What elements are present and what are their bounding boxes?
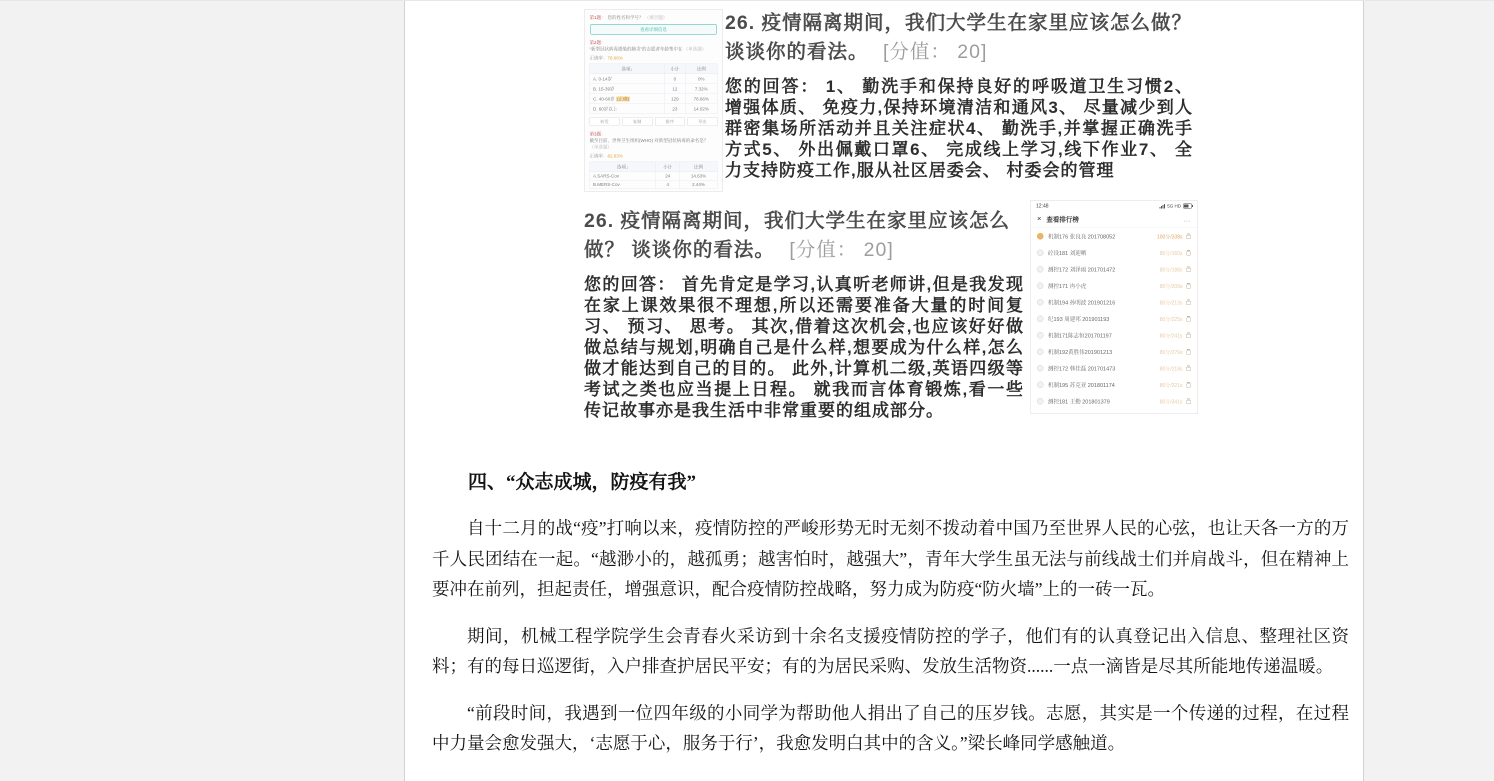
exam-answer-1-image <box>725 9 1193 181</box>
medal-icon <box>1037 250 1044 257</box>
survey-content <box>585 10 722 191</box>
leaderboard-row: 砼设181 刘迎晒 80分/160s <box>1031 245 1197 262</box>
leaderboard-row: 机制171陈志恒201701197 80分/241s <box>1031 327 1197 344</box>
leaderboard-header <box>1031 211 1197 228</box>
col-option: 选项↓ <box>590 64 665 74</box>
q2-rate <box>590 55 718 62</box>
rate-label: 正确率： <box>589 55 608 61</box>
paragraph: 自十二月的战“疫”打响以来，疫情防控的严峻形势无时无刻不拨动着中国乃至世界人民的心弦，也让天各一方的万千人民团结在一起。“越渺小的，越孤勇；越害怕时，越强大”，青年大学生虽无法与前线战士们并肩战斗，但在精神上要冲在前列，担起责任，增强意识，配合疫情防控战略，努力成为防疫“防火墙”上的一砖一瓦。 <box>432 518 1349 599</box>
article-body <box>432 470 1349 775</box>
question-score: [分值： 20] <box>882 41 988 63</box>
document-page <box>404 1 1364 781</box>
q3-label: 第3题： <box>589 131 606 137</box>
table-row: A. 0-14岁 0 0% <box>590 74 718 84</box>
survey-screenshot-image <box>584 9 723 192</box>
leaderboard-row: 测控172 韩佳磊 201701473 80分/218s <box>1031 360 1197 377</box>
table-row: C. 40-60岁 (正确) 129 78.66% <box>590 94 718 104</box>
signal-icon <box>1160 204 1166 209</box>
leaderboard-row: 机制195 苏克亚 201801174 80分/221s <box>1031 377 1197 394</box>
rate-value: 82.93% <box>607 153 623 159</box>
survey-q1 <box>590 14 718 21</box>
medal-icon <box>1037 266 1044 273</box>
leaderboard-title: 查看排行榜 <box>1046 215 1079 223</box>
q3-rate <box>590 153 718 160</box>
leaderboard-row: 机制194 孙明波 201901216 80分/213s <box>1031 294 1197 311</box>
trash-icon <box>1186 349 1191 355</box>
trash-icon <box>1186 234 1191 240</box>
copy-button: 复制 <box>622 117 652 126</box>
medal-icon <box>1037 398 1044 405</box>
survey-action-buttons <box>590 117 718 126</box>
q3-text: 截至目前，世界卫生组织(WHO) 对新型冠状病毒的命名是？ <box>589 138 709 143</box>
trash-icon <box>1186 316 1191 322</box>
trash-icon <box>1186 283 1191 289</box>
col-pct: 比例 <box>685 64 717 74</box>
leaderboard-row: 测控181 王勤 201801379 80分/341s <box>1031 393 1197 410</box>
correct-tag: (正确) <box>617 96 630 102</box>
trash-icon <box>1186 250 1191 256</box>
leaderboard-row: 纪193 周建邦 201901193 80分/225s <box>1031 311 1197 328</box>
phone-status-bar <box>1031 201 1197 211</box>
q3-type: （单选题） <box>589 144 613 150</box>
medal-icon <box>1037 332 1044 339</box>
trash-icon <box>1186 382 1191 388</box>
medal-icon <box>1037 283 1044 290</box>
table-row: D. 60岁以上 23 14.02% <box>590 104 718 114</box>
table-row: A.SARS-Cov 24 14.63% <box>590 172 718 181</box>
survey-q2 <box>590 40 718 53</box>
question-score: [分值： 20] <box>789 239 894 261</box>
table-row: B.MERS-Cov 4 2.44% <box>590 180 718 189</box>
question-text: 26. 疫情隔离期间，我们大学生在家里应该怎么做？ 谈谈你的看法。 [分值： 20] <box>584 210 1011 261</box>
battery-icon <box>1183 204 1192 209</box>
paragraph: “前段时间，我遇到一位四年级的小同学为帮助他人捐出了自己的压岁钱。志愿，其实是一个传递的过程，在过程中力量会愈发强大，‘志愿于心，服务于行’，我愈发明白其中的含义。”梁长峰同学感触道。 <box>432 702 1349 753</box>
export-button: 导出 <box>687 117 717 126</box>
trash-icon <box>1186 366 1191 372</box>
trash-icon <box>1186 267 1191 273</box>
trash-icon <box>1186 333 1191 339</box>
q1-type: （填空题） <box>644 15 668 20</box>
leaderboard-row: 测控172 刘泽雨 201701472 80分/188s <box>1031 261 1197 278</box>
survey-table-1 <box>590 64 718 115</box>
rate-label: 正确率： <box>589 153 608 159</box>
answer-text: 您的回答： 1、 勤洗手和保持良好的呼吸道卫生习惯2、 增强体质、 免疫力,保持环境清洁和通风3、 尽量减少到人群密集场所活动并且关注症状4、 勤洗手,并掌握正确洗手方式5、 外出佩戴口罩6、 完成线上学习,线下作业7、 全力支持防疫工作,服从社区居委会、 村委会的管理 <box>725 77 1193 180</box>
more-icon: … <box>1183 214 1191 223</box>
section-heading: 四、“众志成城，防疫有我” <box>468 472 697 493</box>
survey-table-2: 选项↓ 小计 比例 A.SARS-Cov 24 14.63% B.MERS-Cov 4 2.44% <box>590 162 718 190</box>
exam-answer-2-image <box>584 207 1024 421</box>
q1-text: 您的姓名和学号？ <box>607 15 644 20</box>
q2-label: 第2题： <box>589 40 606 45</box>
paragraph: 期间，机械工程学院学生会青春火采访到十余名支援疫情防控的学子，他们有的认真登记出入信息、整理社区资料；有的每日巡逻街，入户排查护居民平安；有的为居民采购、发放生活物资......一点一滴皆是尽其所能地传递温暖。 <box>432 625 1349 676</box>
trash-icon <box>1186 399 1191 405</box>
col-count: 小计 <box>665 64 686 74</box>
close-icon: × <box>1037 214 1042 223</box>
q2-text: “新型冠状病毒感染的肺炎”的志愿者年龄集中在 <box>589 46 683 52</box>
medal-icon <box>1037 365 1044 372</box>
network-label: 5G HD <box>1167 203 1181 209</box>
trash-icon <box>1186 300 1191 306</box>
leaderboard-content <box>1031 201 1197 413</box>
leaderboard-row: 机制176 张良良 201708052 100分/338s <box>1031 228 1197 245</box>
leaderboard-row: 测控171 冉小虎 80分/209s <box>1031 278 1197 295</box>
forward-button: 转发 <box>590 117 620 126</box>
leaderboard-row: 机制192黄胜伟201901213 80分/276s <box>1031 344 1197 361</box>
medal-icon <box>1037 233 1044 240</box>
sort-button: 排序 <box>655 117 685 126</box>
table-row: B. 15-39岁 12 7.32% <box>590 84 718 94</box>
view-details-button: 查看详细信息 <box>591 24 717 35</box>
leaderboard-screenshot-image <box>1030 200 1198 414</box>
answer-text: 您的回答： 首先肯定是学习,认真听老师讲,但是我发现在家上课效果很不理想,所以还需要准备大量的时间复习、 预习、 思考。 其次,借着这次机会,也应该好好做做总结与规划,明确自己是什么样,想要成为什么样,怎么做才能达到自己的目的。 此外,计算机二级,英语四级等考试之类也应当提上日程。 就我而言体育锻炼,看一些传记故事亦是我生活中非常重要的组成部分。 <box>584 275 1024 420</box>
medal-icon <box>1037 349 1044 356</box>
medal-icon <box>1037 316 1044 323</box>
status-time: 12:48 <box>1036 203 1049 209</box>
question-text: 26. 疫情隔离期间，我们大学生在家里应该怎么做？ 谈谈你的看法。 [分值： 20] <box>725 12 1193 63</box>
survey-q3 <box>590 131 718 151</box>
q2-type: （单选题） <box>683 46 707 52</box>
q1-label: 第1题： <box>589 15 606 20</box>
medal-icon <box>1037 299 1044 306</box>
medal-icon <box>1037 382 1044 389</box>
rate-value: 78.66% <box>607 55 623 61</box>
